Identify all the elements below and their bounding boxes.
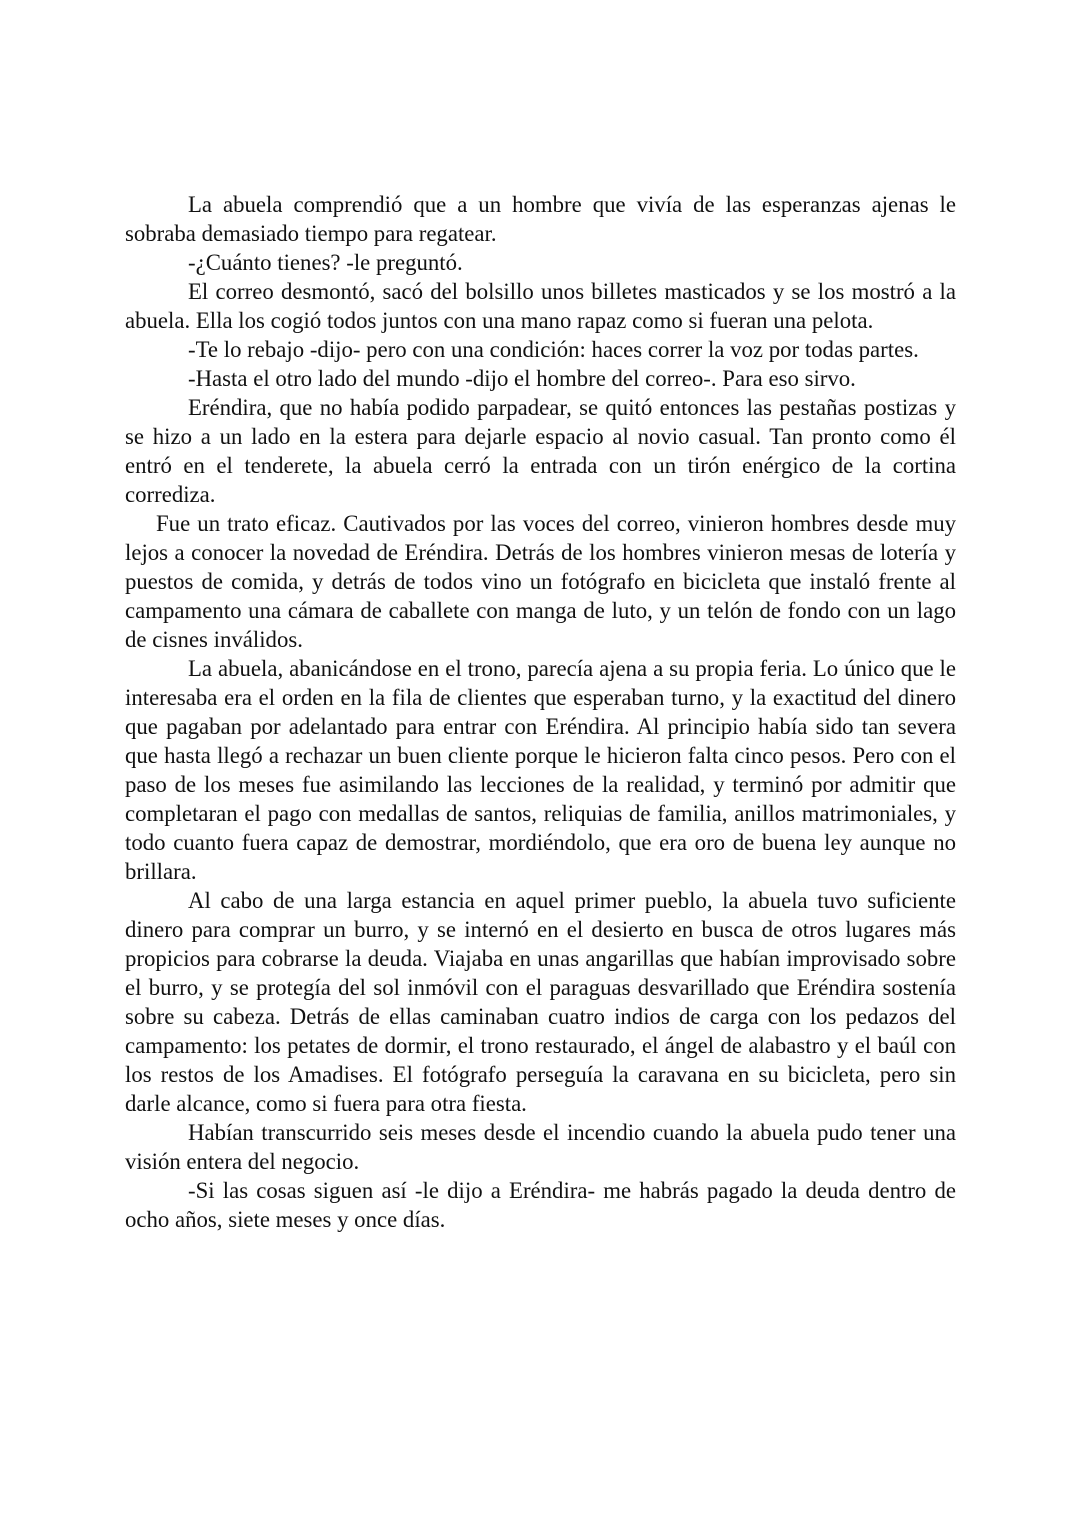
- paragraph: Habían transcurrido seis meses desde el incendio cuando la abuela pudo tener una visión entera del negocio.: [125, 1120, 956, 1174]
- document-page: [125, 190, 956, 1234]
- paragraph: -Si las cosas siguen así -le dijo a Eréndira- me habrás pagado la deuda dentro de ocho años, siete meses y once días.: [125, 1178, 956, 1232]
- paragraph: -Te lo rebajo -dijo- pero con una condición: haces correr la voz por todas partes.: [188, 337, 919, 362]
- paragraph: Eréndira, que no había podido parpadear, se quitó entonces las pestañas postizas y se hizo a un lado en la estera para dejarle espacio al novio casual. Tan pronto como él entró en el tenderete, la abuela cerró la entrada con un tirón enérgico de la cortina corrediza.: [125, 395, 956, 507]
- paragraph: La abuela comprendió que a un hombre que vivía de las esperanzas ajenas le sobraba demasiado tiempo para regatear.: [125, 192, 956, 246]
- paragraph: -¿Cuánto tienes? -le preguntó.: [188, 250, 463, 275]
- paragraph: La abuela, abanicándose en el trono, parecía ajena a su propia feria. Lo único que le interesaba era el orden en la fila de clientes que esperaban turno, y la exactitud del dinero que pagaban por adelantado para entrar con Eréndira. Al principio había sido tan severa que hasta llegó a rechazar un buen cliente porque le hicieron falta cinco pesos. Pero con el paso de los meses fue asimilando las lecciones de la realidad, y terminó por admitir que completaran el pago con medallas de santos, reliquias de familia, anillos matrimoniales, y todo cuanto fuera capaz de demostrar, mordiéndolo, que era oro de buena ley aunque no brillara.: [125, 656, 956, 884]
- paragraph: -Hasta el otro lado del mundo -dijo el hombre del correo-. Para eso sirvo.: [188, 366, 856, 391]
- paragraph: El correo desmontó, sacó del bolsillo unos billetes masticados y se los mostró a la abuela. Ella los cogió todos juntos con una mano rapaz como si fueran una pelota.: [125, 279, 956, 333]
- paragraph: Al cabo de una larga estancia en aquel primer pueblo, la abuela tuvo suficiente dinero para comprar un burro, y se internó en el desierto en busca de otros lugares más propicios para cobrarse la deuda. Viajaba en unas angarillas que habían improvisado sobre el burro, y se protegía del sol inmóvil con el paraguas desvarillado que Eréndira sostenía sobre su cabeza. Detrás de ellas caminaban cuatro indios de carga con los pedazos del campamento: los petates de dormir, el trono restaurado, el ángel de alabastro y el baúl con los restos de los Amadises. El fotógrafo perseguía la caravana en su bicicleta, pero sin darle alcance, como si fuera para otra fiesta.: [125, 888, 956, 1116]
- paragraph: Fue un trato eficaz. Cautivados por las voces del correo, vinieron hombres desde muy lejos a conocer la novedad de Eréndira. Detrás de los hombres vinieron mesas de lotería y puestos de comida, y detrás de todos vino un fotógrafo en bicicleta que instaló frente al campamento una cámara de caballete con manga de luto, y un telón de fondo con un lago de cisnes inválidos.: [125, 511, 956, 652]
